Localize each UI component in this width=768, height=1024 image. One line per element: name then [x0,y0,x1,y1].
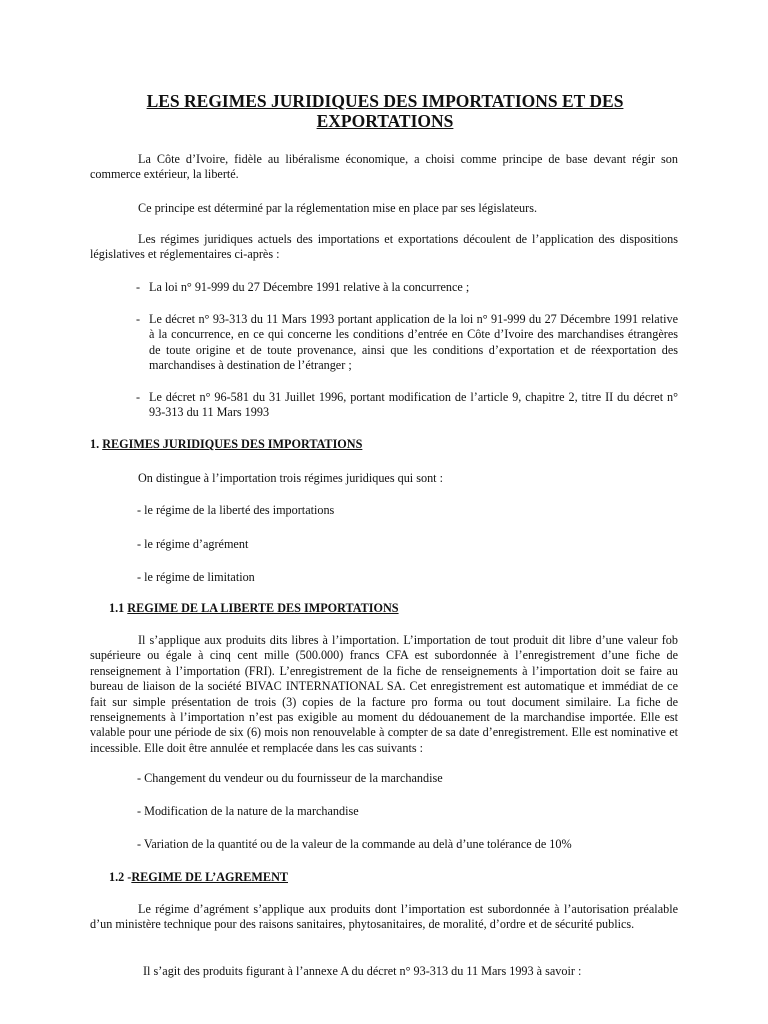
section-number: 1.2 - [109,870,132,884]
law-text: Le décret n° 96-581 du 31 Juillet 1996, portant modification de l’article 9, chapitre 2, titre II du décret n° 93-313 du 11 Mars 1993 [149,390,678,420]
case-list-item: - Variation de la quantité ou de la valeur de la commande au delà d’une tolérance de 10% [137,837,572,851]
title-line-1: LES REGIMES JURIDIQUES DES IMPORTATIONS ET DES [146,91,624,111]
law-text: La loi n° 91-999 du 27 Décembre 1991 relative à la concurrence ; [149,280,470,294]
section-1-heading [90,437,362,452]
annex-paragraph: Il s’agit des produits figurant à l’annexe A du décret n° 93-313 du 11 Mars 1993 à savoir : [143,964,582,978]
section-title: REGIME DE L’AGREMENT [131,870,288,884]
regimes-intro-paragraph: Les régimes juridiques actuels des importations et exportations découlent de l’application des dispositions législatives et réglementaires ci-après : [90,232,678,262]
list-dash: - [136,312,141,326]
principle-paragraph: Ce principe est déterminé par la réglementation mise en place par ses législateurs. [138,201,537,215]
section-title: REGIME DE LA LIBERTE DES IMPORTATIONS [127,601,399,615]
section-1-intro: On distingue à l’importation trois régimes juridiques qui sont : [138,471,443,485]
law-text: Le décret n° 93-313 du 11 Mars 1993 portant application de la loi n° 91-999 du 27 Décembre 1991 relative à la concurrence, en ce qui concerne les conditions d’entrée en Côte d’Ivoire des marchandises étrangères de toute origine et de toute provenance, ainsi que les conditions d’exportation et de réexportation des marchandises à destination de l’étranger ; [149,312,678,373]
document-title [90,91,680,131]
intro-paragraph: La Côte d’Ivoire, fidèle au libéralisme économique, a choisi comme principe de base devant régir son commerce extérieur, la liberté. [90,152,678,182]
law-item [136,312,678,374]
section-1-1-heading [109,601,399,616]
regime-list-item: - le régime de limitation [137,570,255,584]
case-list-item: - Modification de la nature de la marchandise [137,804,359,818]
section-1-2-paragraph: Le régime d’agrément s’applique aux produits dont l’importation est subordonnée à l’autorisation préalable d’un ministère technique pour des raisons sanitaires, phytosanitaires, de moralité, d’ordre et de sécurité publics. [90,902,678,932]
section-number: 1. [90,437,100,451]
section-1-1-paragraph: Il s’applique aux produits dits libres à l’importation. L’importation de tout produit dit libre d’une valeur fob supérieure ou égale à cinq cent mille (500.000) francs CFA est subordonnée à l’enregistrement d’une fiche de renseignement à l’importation (FRI). L’enregistrement de la fiche de renseignements à l’importation doit se faire au bureau de liaison de la société BIVAC INTERNATIONAL SA. Cet enregistrement est automatique et immédiat de ce fait sur simple présentation de trois (3) copies de la facture pro forma ou tout document similaire. La fiche de renseignements à l’importation n’est pas exigible au moment du dédouanement de la marchandise importée. Elle est valable pour une période de six (6) mois non renouvelable à compter de sa date d’enregistrement. Elle est nominative et incessible. Elle doit être annulée et remplacée dans les cas suivants : [90,633,678,755]
list-dash: - [136,280,141,294]
section-title: REGIMES JURIDIQUES DES IMPORTATIONS [102,437,363,451]
list-dash: - [136,390,141,404]
case-list-item: - Changement du vendeur ou du fournisseur de la marchandise [137,771,443,785]
regime-list-item: - le régime d’agrément [137,537,249,551]
section-1-2-heading [109,870,288,885]
regime-list-item: - le régime de la liberté des importations [137,503,335,517]
title-line-2: EXPORTATIONS [316,111,454,131]
section-number: 1.1 [109,601,125,615]
law-item [136,280,678,295]
law-item [136,390,678,421]
